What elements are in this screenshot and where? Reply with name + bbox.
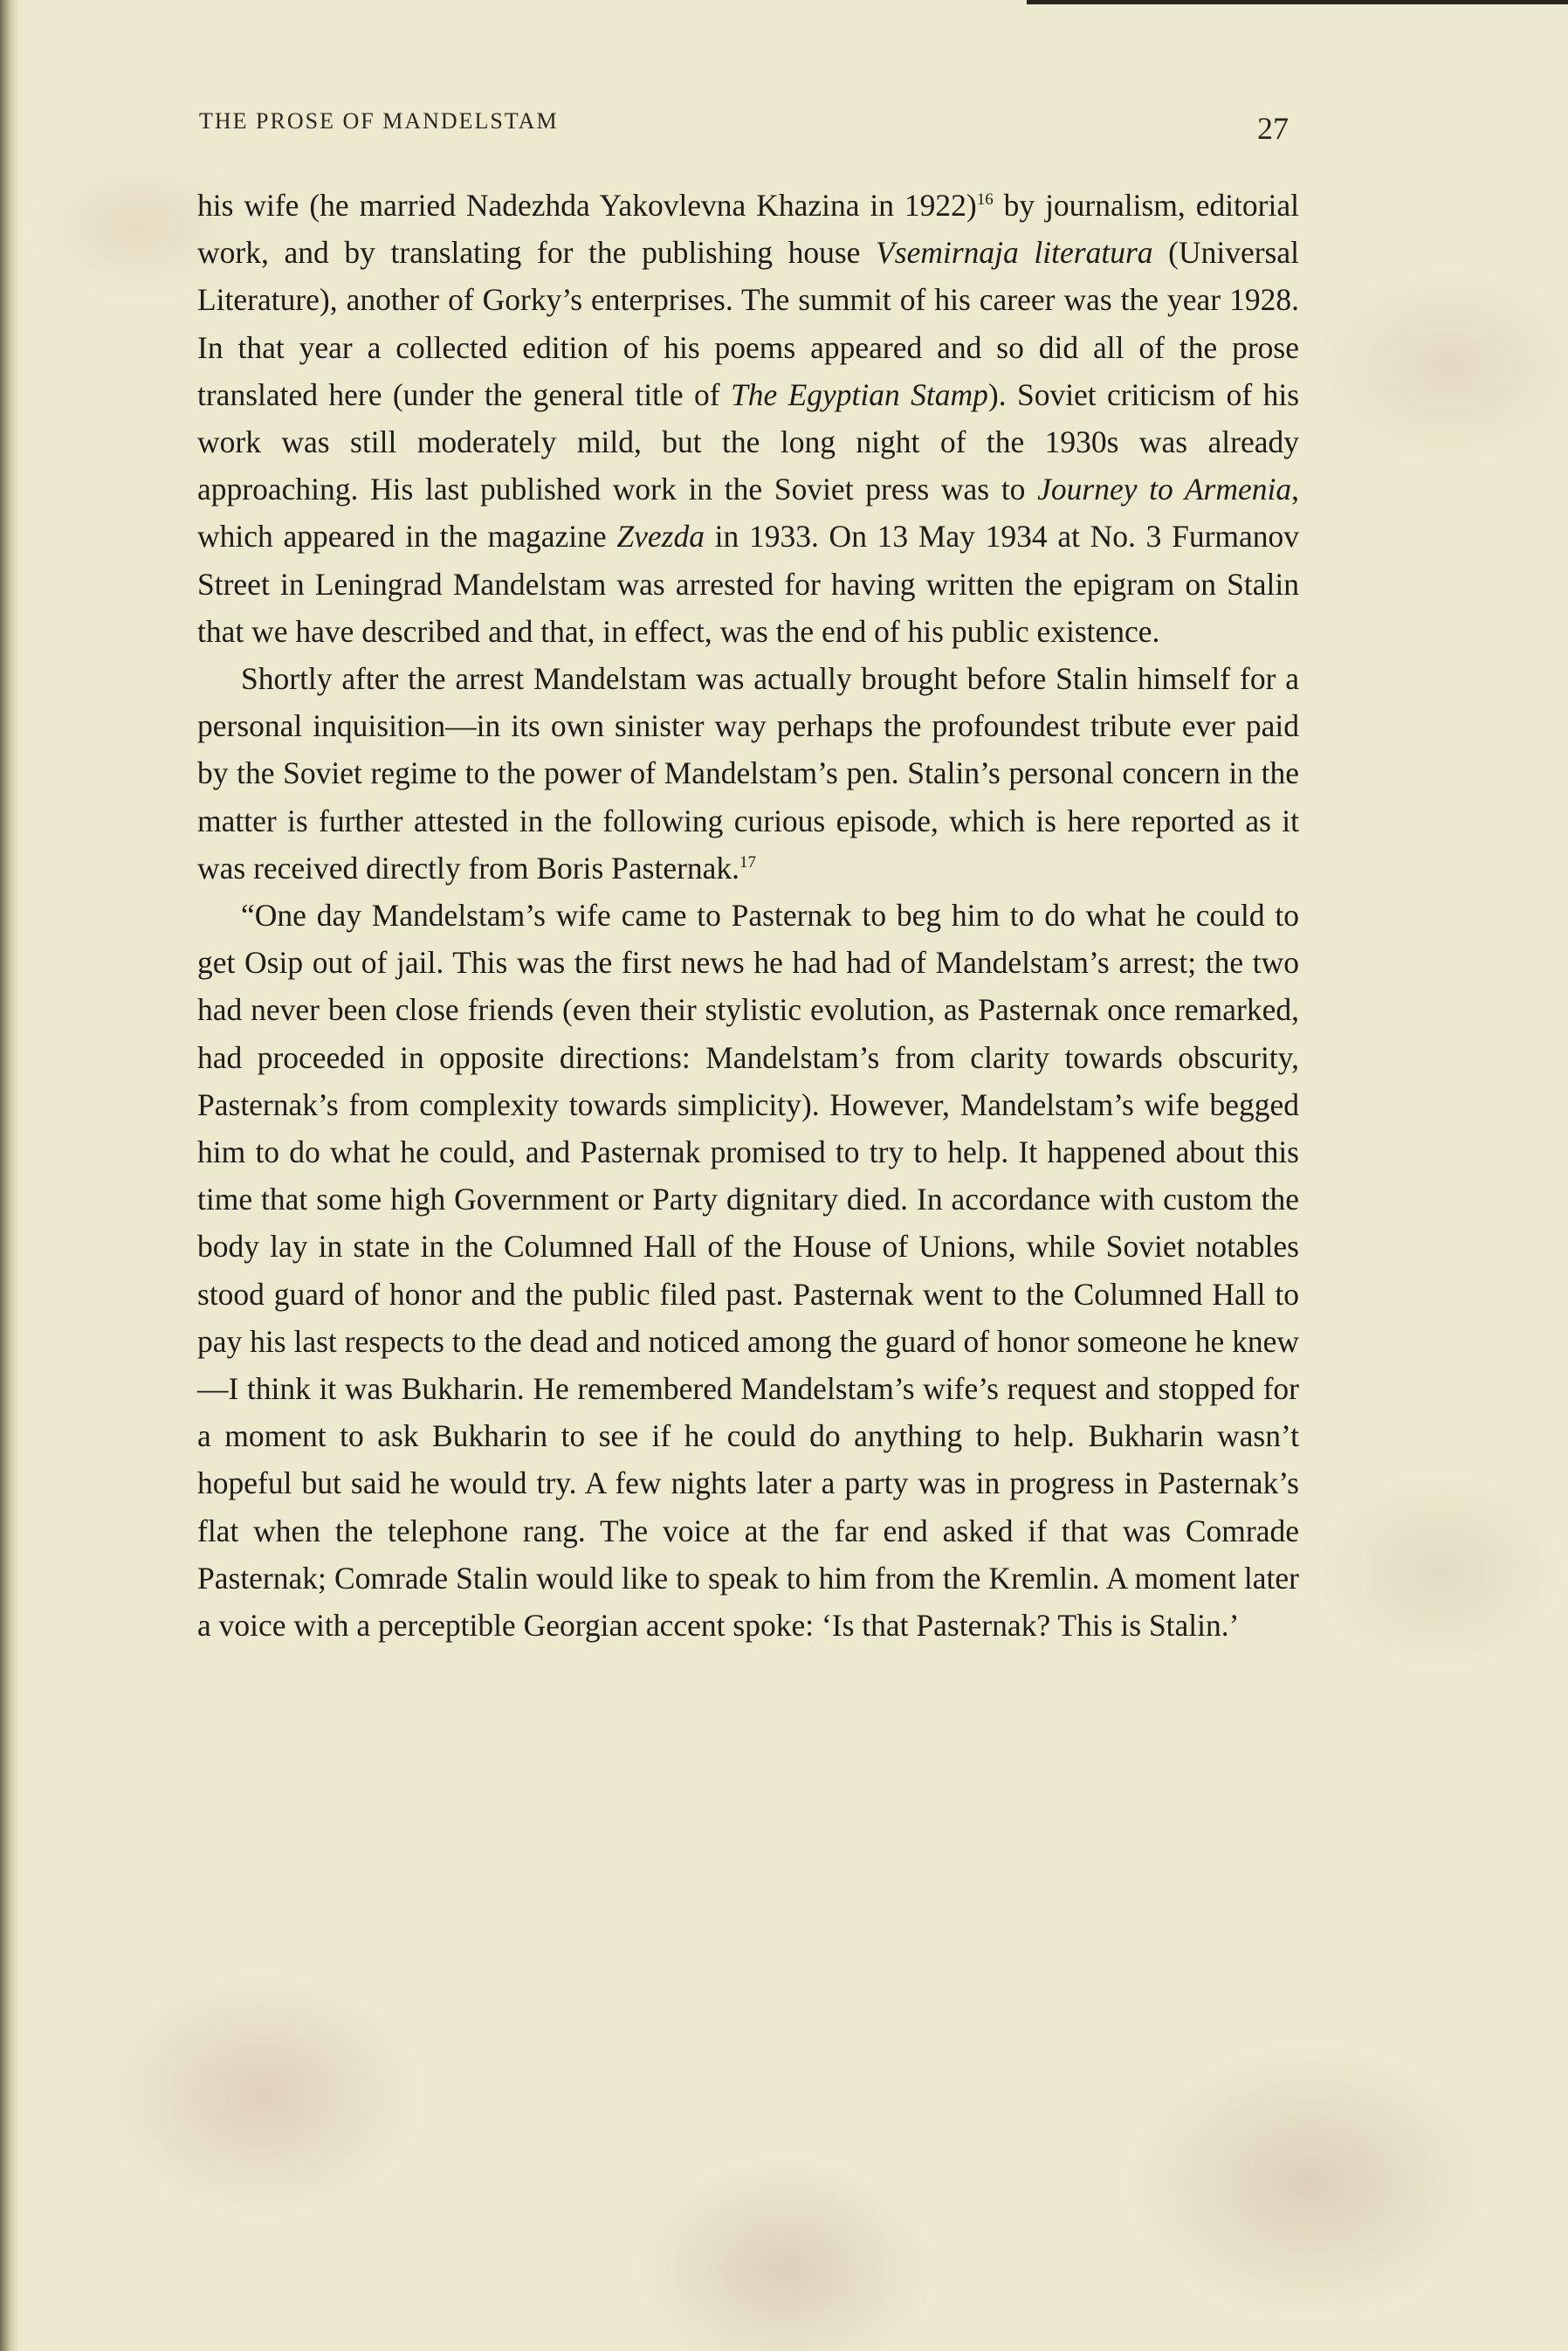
paragraph-1 [197, 182, 1299, 655]
text-run: in 1933. On 13 May 1934 at No. 3 Furmanov Street in Leningrad Mandelstam was arrested for having written the epigram on Stalin that we have described and that, in effect, was the end of his public existence. [197, 519, 1300, 649]
text-run: , which appeared in the magazine [197, 472, 1299, 555]
text-run: (Universal Literature), another of Gorky’s enterprises. The summit of his career was the year 1928. In that year a collected edition of his poems appeared and so did all of the prose translated here (under the general title of [197, 235, 1299, 412]
magazine-title: Zvezda [616, 519, 705, 555]
footnote-ref-17: 17 [739, 853, 757, 872]
text-run: his wife (he married Nadezhda Yakovlevna Khazina in 1922) [197, 188, 977, 223]
page-top-edge [1027, 0, 1568, 4]
running-head: THE PROSE OF MANDELSTAM [199, 108, 559, 134]
text-run: Shortly after the arrest Mandelstam was actually brought before Stalin himself for a personal inquisition—in its own sinister way perhaps the profoundest tribute ever paid by the Soviet regime to the power of Mandelstam’s pen. Stalin’s personal concern in the matter is further attested in the following curious episode, which is here reported as it was received directly from Boris Pasternak. [197, 661, 1299, 886]
paragraph-3 [197, 892, 1299, 1649]
binding-edge [0, 0, 17, 2351]
text-run: ). Soviet criticism of his work was still moderately mild, but the long night of the 1930s was already approaching. His last published work in the Soviet press was to [197, 376, 1300, 507]
text-run: “One day Mandelstam’s wife came to Pasternak to beg him to do what he could to get Osip out of jail. This was the first news he had had of Mandelstam’s arrest; the two had never been close friends (even their stylistic evolution, as Pasternak once remarked, had proceeded in opposite directions: Mandelstam’s from clarity towards obscurity, Pasternak’s from complexity towards simplicity). However, Mandelstam’s wife begged him to do what he could, and Pasternak promised to try to help. It happened about this time that some high Government or Party dignitary died. In accordance with custom the body lay in state in the Columned Hall of the House of Unions, while Soviet notables stood guard of honor and the public filed past. Pasternak went to the Columned Hall to pay his last respects to the dead and noticed among the guard of honor someone he knew—I think it was Bukharin. He remembered Mandelstam’s wife’s request and stopped for a moment to ask Bukharin to see if he could do anything to help. Bukharin wasn’t hopeful but said he would try. A few nights later a party was in progress in Pasternak’s flat when the telephone rang. The voice at the far end asked if that was Comrade Pasternak; Comrade Stalin would like to speak to him from the Kremlin. A moment later a voice with a perceptible Georgian accent spoke: ‘Is that Pasternak? This is Stalin.’ [197, 898, 1299, 1644]
book-title: Vsemirnaja literatura [876, 235, 1153, 271]
footnote-ref-16: 16 [976, 190, 994, 210]
paragraph-2 [197, 655, 1299, 892]
book-title: The Egyptian Stamp [730, 376, 988, 412]
body-text [197, 182, 1299, 1649]
book-title: Journey to Armenia [1037, 472, 1292, 507]
page-number: 27 [1257, 111, 1289, 146]
text-run: by journalism, editorial work, and by translating for the publishing house [197, 188, 1299, 271]
